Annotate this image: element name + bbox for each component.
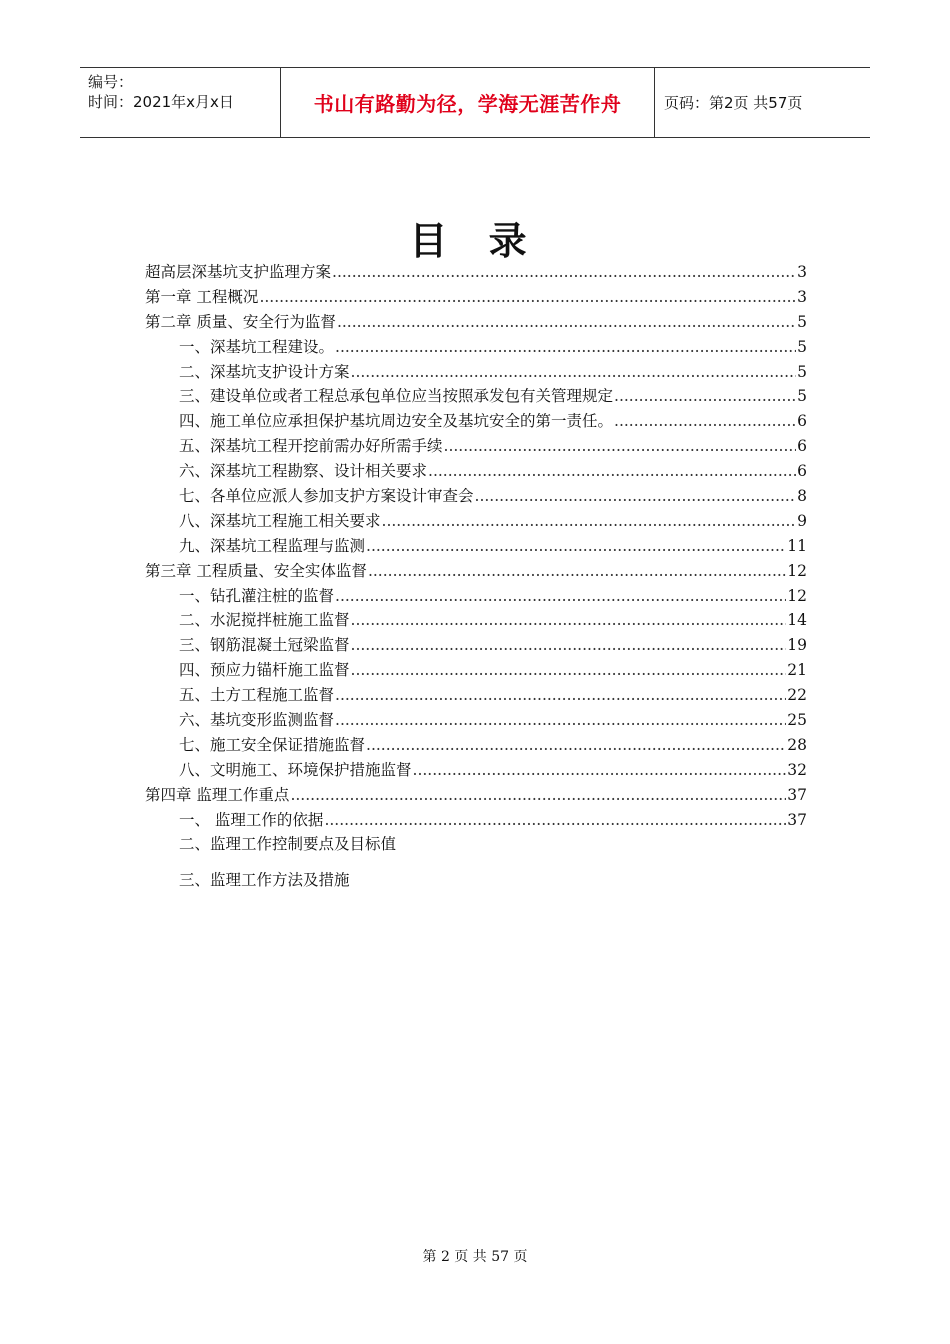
toc-entry[interactable]: 三、钢筋混凝土冠梁监督 ..... 19 xyxy=(145,633,807,658)
toc-entry[interactable]: 一、深基坑工程建设。 ..... 5 xyxy=(145,335,807,360)
document-number-label: 编号： xyxy=(88,73,134,91)
toc-entry[interactable]: 七、施工安全保证措施监督 ..... 28 xyxy=(145,733,807,758)
toc-item-control-points: 二、监理工作控制要点及目标值 xyxy=(179,835,397,853)
toc-entry[interactable]: 第二章 质量、安全行为监督 ..... 5 xyxy=(145,310,807,335)
toc-item-methods: 三、监理工作方法及措施 xyxy=(179,871,350,889)
toc-entry[interactable]: 四、预应力锚杆施工监督 ..... 21 xyxy=(145,658,807,683)
toc-entry[interactable]: 第四章 监理工作重点 ..... 37 xyxy=(145,783,807,808)
header-motto: 书山有路勤为径，学海无涯苦作舟 xyxy=(281,68,655,137)
toc-entry[interactable]: 二、水泥搅拌桩施工监督 ..... 14 xyxy=(145,608,807,633)
toc-entry[interactable]: 八、文明施工、环境保护措施监督 ..... 32 xyxy=(145,758,807,783)
toc-entry[interactable]: 第一章 工程概况 ..... 3 xyxy=(145,285,807,310)
toc-entry[interactable]: 超高层深基坑支护监理方案 ..... 3 xyxy=(145,260,807,285)
toc-entry[interactable]: 六、深基坑工程勘察、设计相关要求 ..... 6 xyxy=(145,459,807,484)
document-time-label: 时间：2021年x月x日 xyxy=(88,93,234,111)
toc-entry[interactable]: 五、土方工程施工监督 ..... 22 xyxy=(145,683,807,708)
header-left-cell xyxy=(80,68,281,137)
toc-entry[interactable]: 第三章 工程质量、安全实体监督 ..... 12 xyxy=(145,559,807,584)
toc-entry[interactable]: 六、基坑变形监测监督 ..... 25 xyxy=(145,708,807,733)
header-page-info: 页码：第2页 共57页 xyxy=(664,94,803,112)
toc-entry[interactable]: 三、建设单位或者工程总承包单位应当按照承发包有关管理规定 ..... 5 xyxy=(145,384,807,409)
toc-entry[interactable]: 九、深基坑工程监理与监测 ..... 11 xyxy=(145,534,807,559)
toc-entry[interactable]: 二、深基坑支护设计方案 ..... 5 xyxy=(145,360,807,385)
toc-entry[interactable]: 一、 监理工作的依据 ..... 37 xyxy=(145,808,807,833)
page-header xyxy=(80,67,870,138)
page-footer: 第 2 页 共 57 页 xyxy=(422,1249,528,1265)
toc-entry[interactable]: 八、深基坑工程施工相关要求 ..... 9 xyxy=(145,509,807,534)
toc-entry[interactable]: 七、各单位应派人参加支护方案设计审查会 ..... 8 xyxy=(145,484,807,509)
table-of-contents xyxy=(145,260,807,832)
toc-entry[interactable]: 五、深基坑工程开挖前需办好所需手续 ..... 6 xyxy=(145,434,807,459)
page-title: 目 录 xyxy=(409,219,541,263)
toc-entry[interactable]: 一、钻孔灌注桩的监督 ..... 12 xyxy=(145,584,807,609)
toc-entry[interactable]: 四、施工单位应承担保护基坑周边安全及基坑安全的第一责任。 ..... 6 xyxy=(145,409,807,434)
